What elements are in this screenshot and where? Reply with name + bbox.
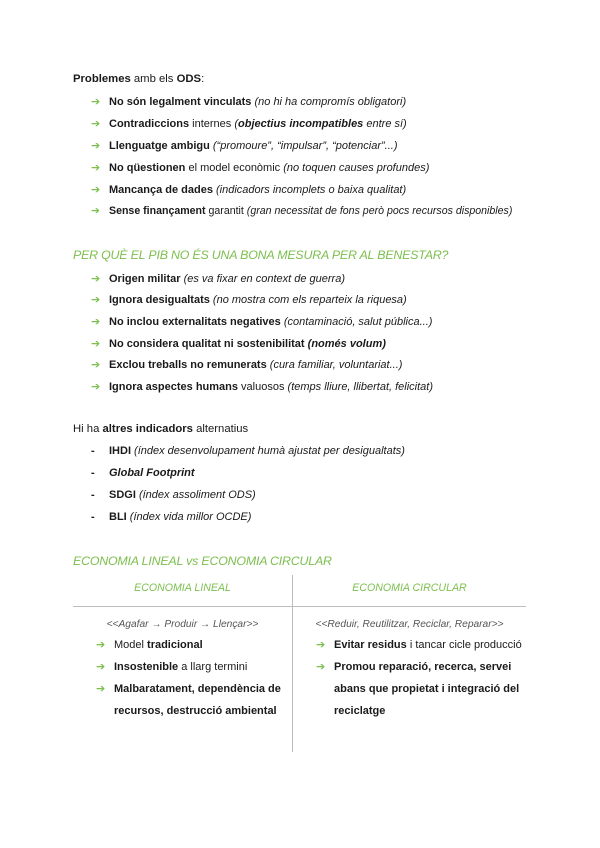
lineal-item (96, 634, 286, 656)
alt-intro-bold: altres indicadors (102, 423, 193, 435)
alt-list-item (91, 511, 251, 523)
item-bold: tradicional (147, 639, 203, 651)
pib-list-item (91, 272, 345, 285)
ods-intro-bold-1: Problemes (73, 73, 131, 85)
circular-cell (316, 634, 524, 722)
item-bold-italic: Global Footprint (109, 467, 195, 479)
circular-flow: <<Reduir, Reutilitzar, Reciclar, Reparar>> (315, 619, 504, 630)
pib-list-item (91, 293, 407, 306)
item-bold: Ignora aspectes humans (109, 381, 238, 393)
dash-bullet: - (91, 511, 95, 523)
pib-list-item (91, 337, 386, 350)
item-text: Model (114, 639, 148, 651)
item-bold-italic: (només volum) (307, 338, 386, 350)
alt-intro-text-1: Hi ha (73, 423, 103, 435)
item-text: internes (189, 118, 235, 130)
arrow-right-icon: ➔ (91, 316, 101, 328)
item-italic: (cura familiar, voluntariat...) (269, 359, 403, 371)
arrow-right-icon: ➔ (91, 96, 101, 108)
item-italic: (contaminació, salut pública...) (283, 316, 433, 328)
arrow-right-icon: ➔ (91, 118, 101, 130)
item-bold: IHDI (109, 445, 131, 457)
arrow-right-icon: ➔ (91, 205, 100, 217)
item-bold: Evitar residus (334, 639, 407, 651)
item-bold: Contradiccions (109, 118, 190, 130)
item-italic: (es va fixar en context de guerra) (183, 273, 346, 285)
circular-column-title: ECONOMIA CIRCULAR (352, 582, 467, 594)
item-bold: Promou reparació, recerca, servei abans que propietat i integració del reciclatge (334, 661, 520, 717)
circular-item (316, 656, 524, 722)
ods-list-item (91, 139, 398, 152)
alt-intro-text-2: alternatius (192, 423, 249, 435)
lineal-item (96, 656, 286, 678)
item-bold: Llenguatge ambigu (109, 140, 210, 152)
arrow-right-icon: ➔ (96, 683, 106, 695)
ods-list-item (91, 183, 406, 196)
ods-list-item (91, 117, 407, 130)
arrow-right-icon: ➔ (96, 661, 106, 673)
item-bold-italic: objectius incompatibles (238, 118, 364, 130)
arrow-right-icon: ➔ (91, 162, 101, 174)
item-italic: (temps lliure, llibertat, felicitat) (287, 381, 434, 393)
item-bold: No són legalment vinculats (109, 96, 252, 108)
item-italic: (gran necessitat de fons però pocs recursos disponibles) (246, 205, 513, 217)
arrow-right-icon: ➔ (316, 639, 326, 651)
alt-list-item (91, 445, 405, 457)
pib-section-heading: PER QUÈ EL PIB NO ÉS UNA BONA MESURA PER AL BENESTAR? (73, 248, 449, 262)
pib-list-item (91, 380, 433, 393)
eco-section-heading: ECONOMIA LINEAL vs ECONOMIA CIRCULAR (73, 554, 332, 568)
item-italic: entre sí) (363, 118, 407, 130)
dash-bullet: - (91, 489, 95, 501)
item-bold: No inclou externalitats negatives (109, 316, 281, 328)
item-text: garantit (205, 205, 247, 217)
item-italic: (“promoure”, “impulsar”, “potenciar”...) (212, 140, 398, 152)
lineal-column-title: ECONOMIA LINEAL (134, 582, 231, 594)
item-bold: No qüestionen (109, 162, 186, 174)
item-bold: Malbaratament, dependència de recursos, destrucció ambiental (114, 683, 281, 717)
arrow-right-icon: ➔ (91, 359, 101, 371)
lineal-flow: <<Agafar → Produir → Llençar>> (106, 619, 259, 630)
arrow-right-icon: ➔ (96, 639, 106, 651)
item-bold: Mancança de dades (109, 184, 213, 196)
circular-item (316, 634, 524, 656)
dash-bullet: - (91, 467, 95, 479)
item-bold: Exclou treballs no remunerats (109, 359, 267, 371)
item-text: a llarg termini (178, 661, 248, 673)
item-italic: (índex desenvolupament humà ajustat per desigualtats) (131, 445, 405, 457)
pib-list-item (91, 358, 402, 371)
arrow-right-icon: ➔ (91, 294, 101, 306)
ods-intro-bold-2: ODS (176, 73, 202, 85)
arrow-right-icon: ➔ (316, 661, 326, 673)
item-italic: (indicadors incomplets o baixa qualitat) (216, 184, 407, 196)
table-horizontal-rule (73, 606, 526, 607)
arrow-right-icon: ➔ (91, 273, 101, 285)
item-italic: (índex assoliment ODS) (135, 489, 256, 501)
lineal-item (96, 678, 286, 722)
item-bold: Ignora desigualtats (109, 294, 210, 306)
arrow-right-icon: ➔ (91, 184, 101, 196)
ods-list-item (91, 95, 406, 108)
ods-intro-text-1: amb els (130, 73, 177, 85)
ods-intro-text-2: : (201, 73, 205, 85)
item-italic: (no mostra com els reparteix la riquesa) (212, 294, 407, 306)
ods-list-item (91, 161, 429, 174)
table-vertical-rule (292, 575, 293, 752)
pib-list-item (91, 315, 432, 328)
arrow-right-icon: ➔ (91, 140, 101, 152)
item-italic: (no toquen causes profundes) (283, 162, 430, 174)
item-italic: (no hi ha compromís obligatori) (254, 96, 407, 108)
arrow-right-icon: ➔ (91, 381, 101, 393)
alt-intro (73, 423, 248, 435)
lineal-cell (96, 634, 286, 722)
item-bold: Origen militar (109, 273, 181, 285)
item-text: i tancar cicle producció (406, 639, 522, 651)
item-bold: Sense finançament (109, 205, 206, 217)
item-italic: ( (234, 118, 238, 130)
item-text: el model econòmic (185, 162, 284, 174)
arrow-right-icon: ➔ (91, 338, 101, 350)
item-bold: No considera qualitat ni sostenibilitat (109, 338, 305, 350)
item-text: valuosos (238, 381, 288, 393)
item-italic: (índex vida millor OCDE) (126, 511, 252, 523)
item-bold: BLI (109, 511, 127, 523)
ods-intro (73, 73, 204, 85)
item-bold: SDGI (109, 489, 136, 501)
alt-list-item (91, 489, 256, 501)
item-bold: Insostenible (114, 661, 179, 673)
alt-list-item (91, 467, 195, 479)
ods-list-item (91, 205, 512, 217)
dash-bullet: - (91, 445, 95, 457)
